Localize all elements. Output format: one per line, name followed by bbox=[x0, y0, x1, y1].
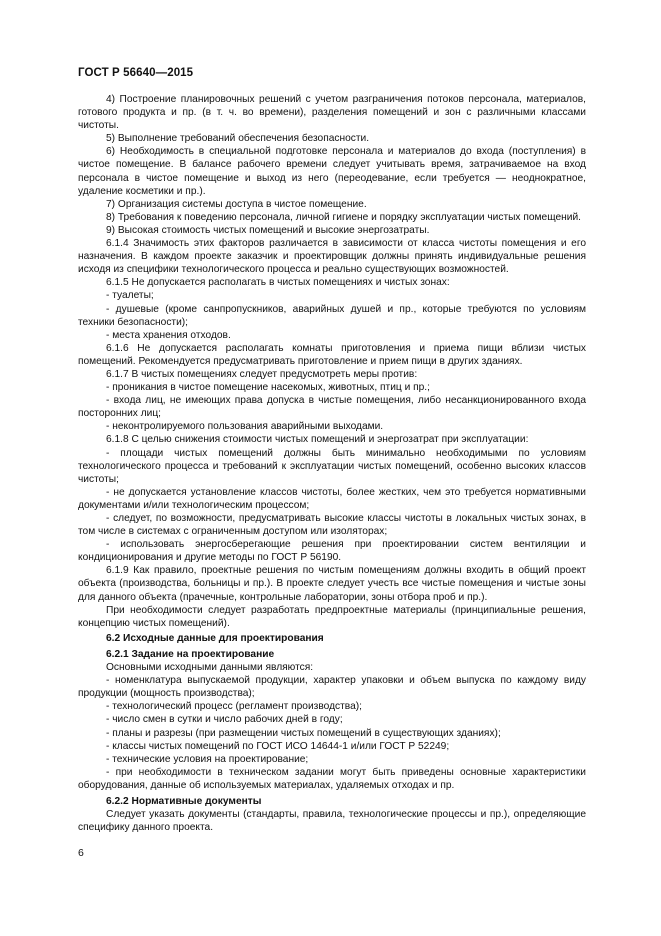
bullet-item: - классы чистых помещений по ГОСТ ИСО 14644-1 и/или ГОСТ Р 52249; bbox=[106, 740, 450, 752]
page-number: 6 bbox=[78, 847, 84, 859]
clause-6-1-9: 6.1.9 Как правило, проектные решения по чистым помещениям должны входить в общий проект объекта (производства, больницы и пр.). В проекте следует учесть все чистые помещения и чистые зоны для данного объекта (прачечные, контрольные лаборатории, зоны отбора проб и пр.). bbox=[78, 565, 586, 603]
paragraph: Основными исходными данными являются: bbox=[106, 662, 314, 674]
clause-6-1-8: 6.1.8 С целью снижения стоимости чистых помещений и энергозатрат при эксплуатации: bbox=[106, 434, 529, 446]
list-item: 5) Выполнение требований обеспечения безопасности. bbox=[106, 133, 370, 145]
subsection-heading-6-2-1: 6.2.1 Задание на проектирование bbox=[106, 648, 275, 660]
paragraph: Следует указать документы (стандарты, правила, технологические процессы и пр.), определяющие специфику данного проекта. bbox=[78, 809, 586, 834]
section-heading-6-2: 6.2 Исходные данные для проектирования bbox=[106, 632, 324, 644]
standard-header: ГОСТ Р 56640—2015 bbox=[78, 67, 194, 79]
clause-6-1-7: 6.1.7 В чистых помещениях следует предусмотреть меры против: bbox=[106, 368, 418, 380]
bullet-item: - проникания в чистое помещение насекомых, животных, птиц и пр.; bbox=[106, 382, 430, 394]
bullet-item: - не допускается установление классов чистоты, более жестких, чем это требуется нормативными документами и/или технологическим процессом; bbox=[78, 486, 586, 511]
bullet-item: - номенклатура выпускаемой продукции, характер упаковки и объем выпуска по каждому виду продукции (мощность производства); bbox=[78, 675, 586, 700]
bullet-item: - использовать энергосберегающие решения при проектировании систем вентиляции и кондиционирования и другие методы по ГОСТ Р 56190. bbox=[78, 539, 586, 564]
clause-6-1-5: 6.1.5 Не допускается располагать в чистых помещениях и чистых зонах: bbox=[106, 277, 450, 289]
list-item: 7) Организация системы доступа в чистое помещение. bbox=[106, 198, 367, 210]
subsection-heading-6-2-2: 6.2.2 Нормативные документы bbox=[106, 795, 262, 807]
document-body bbox=[78, 93, 586, 834]
bullet-item: - число смен в сутки и число рабочих дней в году; bbox=[106, 714, 343, 726]
bullet-item: - душевые (кроме санпропускников, аварийных душей и пр., которые требуются по условиям техники безопасности); bbox=[78, 303, 586, 328]
bullet-item: - при необходимости в техническом задании могут быть приведены основные характеристики оборудования, данные об используемых материалах, удаляемых отходах и пр. bbox=[78, 766, 586, 791]
paragraph: При необходимости следует разработать предпроектные материалы (принципиальные решения, концепцию чистых помещений). bbox=[78, 604, 586, 629]
list-item: 4) Построение планировочных решений с учетом разграничения потоков персонала, материалов, готового продукта и пр. (в т. ч. во времени), разделения помещений и зон с различными классами чистоты. bbox=[78, 94, 586, 132]
bullet-item: - неконтролируемого пользования аварийными выходами. bbox=[106, 421, 384, 433]
bullet-item: - входа лиц, не имеющих права допуска в чистые помещения, либо несанкционированного входа посторонних лиц; bbox=[78, 395, 586, 420]
bullet-item: - туалеты; bbox=[106, 290, 154, 302]
clause-6-1-6: 6.1.6 Не допускается располагать комнаты приготовления и приема пищи вблизи чистых помещений. Рекомендуется предусматривать приготовление и прием пищи в других зданиях. bbox=[78, 342, 586, 367]
bullet-item: - площади чистых помещений должны быть минимально необходимыми по условиям технологического процесса и требований к эксплуатации чистых помещений, особенно высоких классов чистоты; bbox=[78, 447, 586, 485]
bullet-item: - технические условия на проектирование; bbox=[106, 753, 309, 765]
list-item: 9) Высокая стоимость чистых помещений и высокие энергозатраты. bbox=[106, 224, 430, 236]
list-item: 8) Требования к поведению персонала, личной гигиене и порядку эксплуатации чистых помещений. bbox=[106, 211, 581, 223]
list-item: 6) Необходимость в специальной подготовке персонала и материалов до входа (поступления) в чистое помещение. В балансе рабочего времени следует учитывать время, затрачиваемое на вход персонала в чистое помещение и выход из него (переодевание, если требуется — неоднократное, удаление косметики и пр.). bbox=[78, 146, 586, 197]
bullet-item: - планы и разрезы (при размещении чистых помещений в существующих зданиях); bbox=[106, 727, 501, 739]
bullet-item: - следует, по возможности, предусматривать высокие классы чистоты в локальных чистых зонах, в том числе в системах с ограниченным доступом или изоляторах; bbox=[78, 513, 586, 538]
bullet-item: - технологический процесс (регламент производства); bbox=[106, 701, 362, 713]
bullet-item: - места хранения отходов. bbox=[106, 329, 231, 341]
clause-6-1-4: 6.1.4 Значимость этих факторов различается в зависимости от класса чистоты помещения и его назначения. В каждом проекте заказчик и проектировщик должны принять индивидуальные решения исходя из специфики технологического процесса и реально существующих возможностей. bbox=[78, 238, 586, 276]
